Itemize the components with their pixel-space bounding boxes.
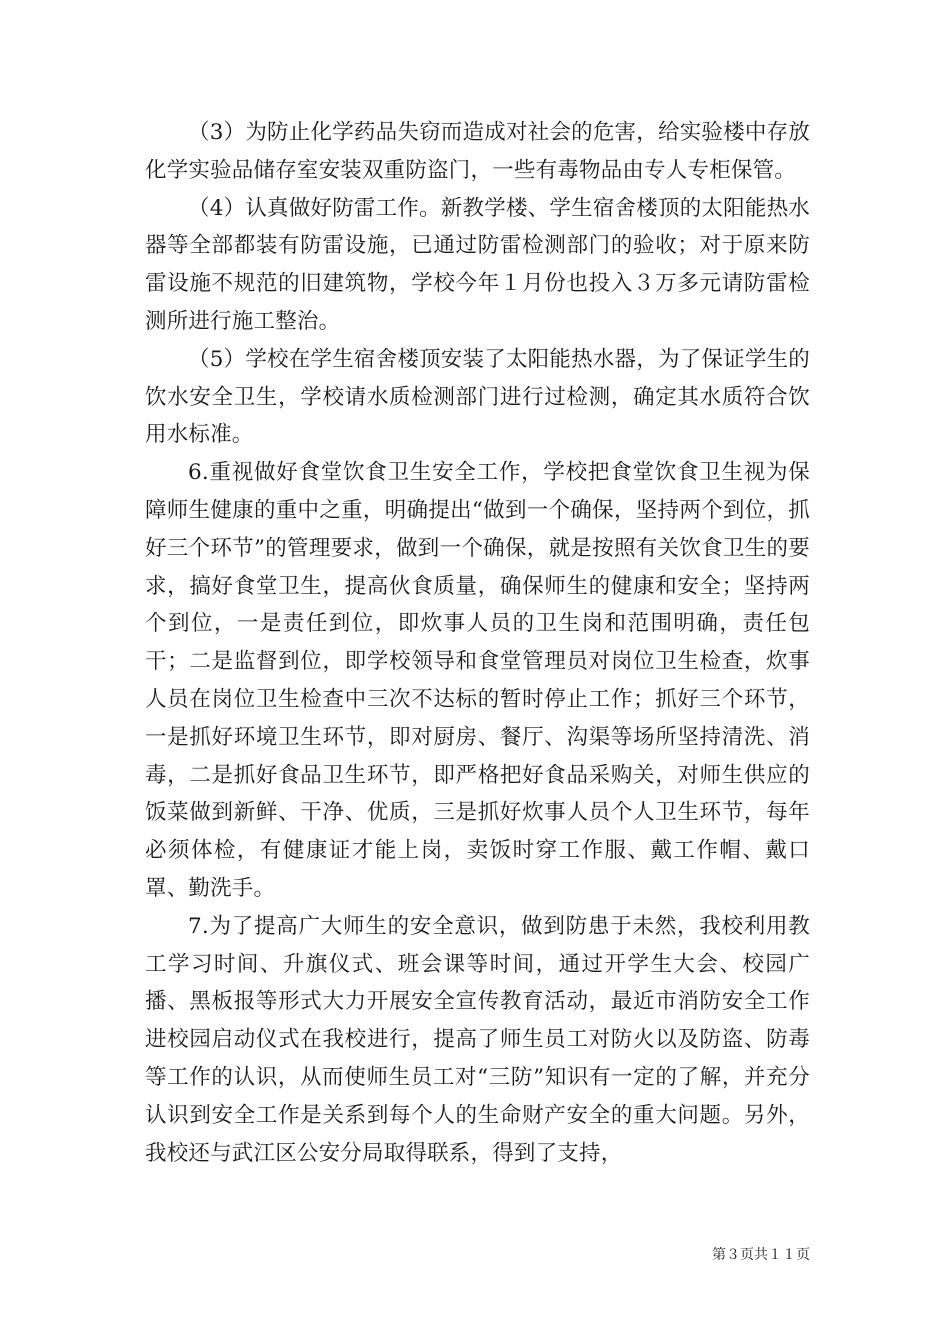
paragraph-item-5: （5）学校在学生宿舍楼顶安装了太阳能热水器，为了保证学生的饮水安全卫生，学校请水质检测部门进行过检测，确定其水质符合饮用水标准。 [145, 346, 810, 448]
paragraph-section-7: 7.为了提高广大师生的安全意识，做到防患于未然，我校利用教工学习时间、升旗仪式、班会课等时间，通过开学生大会、校园广播、黑板报等形式大力开展安全宣传教育活动，最近市消防安全工作进校园启动仪式在我校进行，提高了师生员工对防火以及防盗、防毒等工作的认识，从而使师生员工对“三防”知识有一定的了解，并充分认识到安全工作是关系到每个人的生命财产安全的重大问题。另外，我校还与武江区公安分局取得联系，得到了支持， [145, 913, 810, 1166]
page-number-footer: 第３页共１１页 [712, 1247, 810, 1263]
document-body [145, 114, 810, 1172]
paragraph-item-4: （4）认真做好防雷工作。新教学楼、学生宿舍楼顶的太阳能热水器等全部都装有防雷设施，已通过防雷检测部门的验收；对于原来防雷设施不规范的旧建筑物，学校今年１月份也投入３万多元请防雷检测所进行施工整治。 [145, 195, 810, 334]
paragraph-section-6: 6.重视做好食堂饮食卫生安全工作，学校把食堂饮食卫生视为保障师生健康的重中之重，明确提出“做到一个确保，坚持两个到位，抓好三个环节”的管理要求，做到一个确保，就是按照有关饮食卫生的要求，搞好食堂卫生，提高伙食质量，确保师生的健康和安全；坚持两个到位，一是责任到位，即炊事人员的卫生岗和范围明确，责任包干；二是监督到位，即学校领导和食堂管理员对岗位卫生检查，炊事人员在岗位卫生检查中三次不达标的暂时停止工作；抓好三个环节，一是抓好环境卫生环节，即对厨房、餐厅、沟渠等场所坚持清洗、消毒，二是抓好食品卫生环节，即严格把好食品采购关，对师生供应的饭菜做到新鲜、干净、优质，三是抓好炊事人员个人卫生环节，每年必须体检，有健康证才能上岗，卖饭时穿工作服、戴工作帽、戴口罩、勤洗手。 [145, 460, 810, 901]
paragraph-item-3: （3）为防止化学药品失窃而造成对社会的危害，给实验楼中存放化学实验品储存室安装双重防盗门，一些有毒物品由专人专柜保管。 [145, 120, 810, 183]
